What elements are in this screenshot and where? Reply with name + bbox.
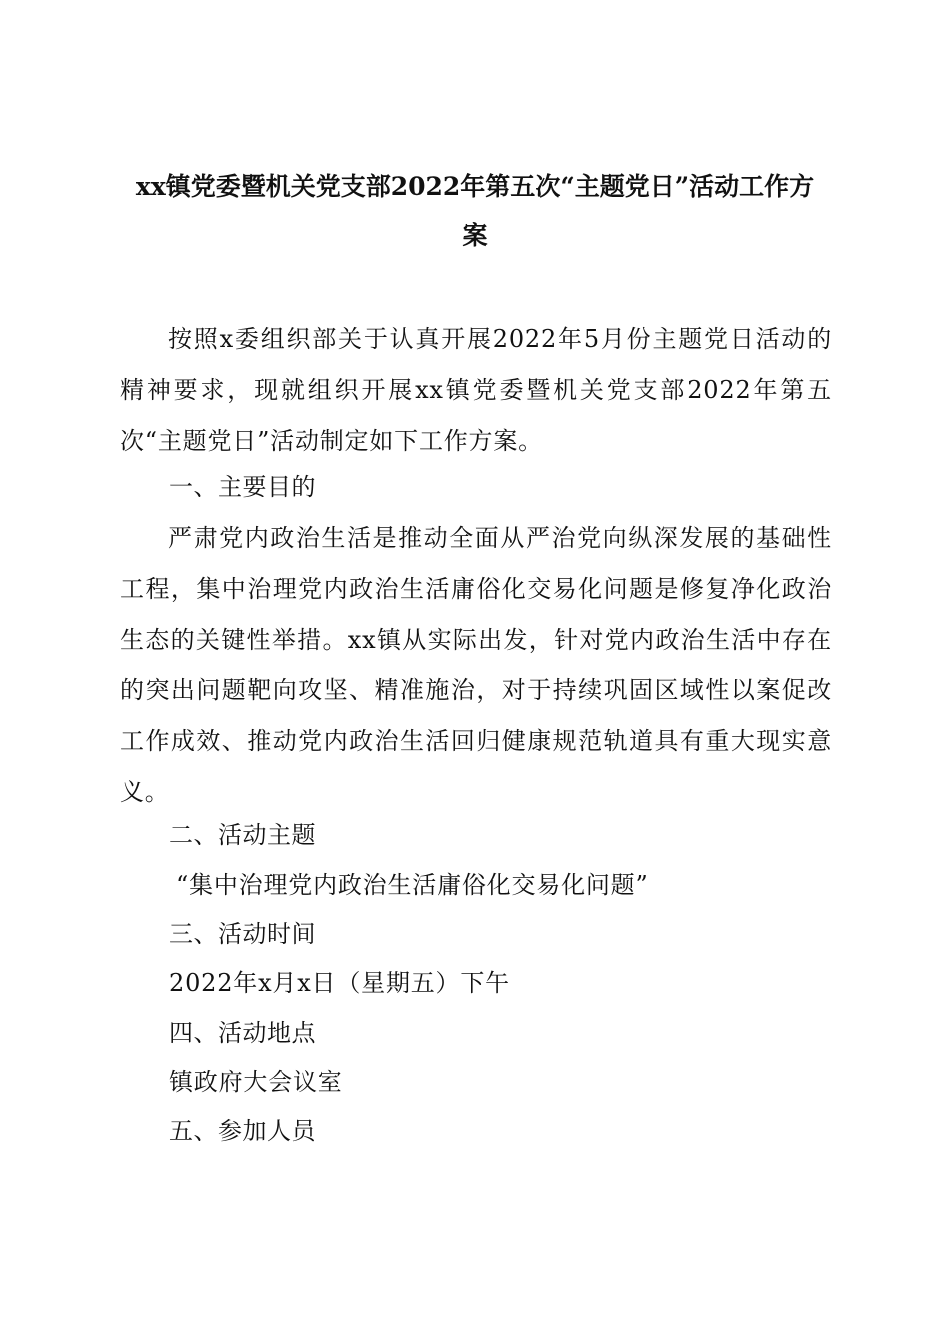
section-heading-participants: 五、参加人员 (169, 1117, 316, 1145)
section-heading-time: 三、活动时间 (169, 920, 316, 948)
section-content-theme: “集中治理党内政治生活庸俗化交易化问题” (176, 871, 649, 899)
section-heading-purpose: 一、主要目的 (169, 473, 316, 501)
document-title-line-2: 案 (462, 221, 488, 250)
section-heading-theme: 二、活动主题 (169, 821, 316, 849)
section-heading-place: 四、活动地点 (169, 1019, 316, 1047)
intro-paragraph: 按照x委组织部关于认真开展2022年5月份主题党日活动的精神要求，现就组织开展xx镇党委暨机关党支部2022年第五次“主题党日”活动制定如下工作方案。 (120, 325, 832, 455)
section-content-time: 2022年x月x日（星期五）下午 (169, 969, 510, 997)
section-content-purpose: 严肃党内政治生活是推动全面从严治党向纵深发展的基础性工程，集中治理党内政治生活庸俗化交易化问题是修复净化政治生态的关键性举措。xx镇从实际出发，针对党内政治生活中存在的突出问题靶向攻坚、精准施治，对于持续巩固区域性以案促改工作成效、推动党内政治生活回归健康规范轨道具有重大现实意义。 (120, 524, 832, 806)
document-title-line-1: xx镇党委暨机关党支部2022年第五次“主题党日”活动工作方 (135, 172, 815, 201)
section-content-place: 镇政府大会议室 (169, 1068, 343, 1096)
